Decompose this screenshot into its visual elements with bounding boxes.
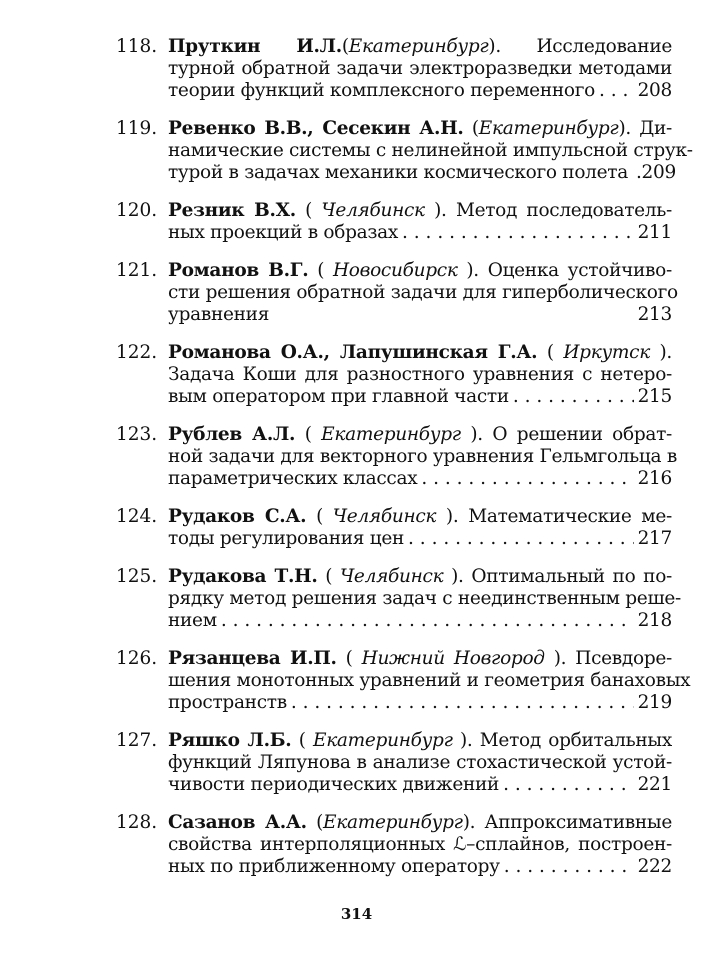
entry-city: Екатеринбург — [478, 118, 619, 139]
entry-title-line: турной обратной задачи электроразведки методами — [168, 58, 672, 79]
entry-number: 119. — [116, 118, 158, 139]
paren-close: ). — [436, 506, 459, 527]
entry-number: 124. — [116, 506, 158, 527]
paren-close: ). — [462, 812, 476, 833]
entry-page: 211 — [637, 222, 672, 243]
paren-open: ( — [317, 566, 340, 587]
entry-title-end: ных проекций в образах — [168, 222, 399, 243]
entry-last-line — [168, 692, 672, 714]
paren-open: ( — [336, 648, 362, 669]
entry-city: Новосибирск — [332, 260, 458, 281]
entry-title-line: сти решения обратной задачи для гиперболического — [168, 282, 678, 303]
entry-city: Екатеринбург — [312, 730, 453, 751]
entry-author: Пруткин И.Л. — [168, 36, 342, 57]
entry-first-line — [168, 342, 672, 364]
paren-close: ). — [443, 566, 464, 587]
contents-entry — [0, 260, 713, 326]
dot-leader — [402, 222, 634, 244]
entry-first-line — [168, 424, 672, 446]
entry-first-line — [168, 260, 672, 282]
entry-last-line — [168, 162, 676, 184]
entry-page: 215 — [637, 386, 672, 407]
page-number: 314 — [340, 905, 373, 923]
entry-title-end: параметрических классах — [168, 468, 418, 489]
entry-number: 122. — [116, 342, 158, 363]
entry-first-line — [168, 200, 672, 222]
entry-title-end: турой в задачах механики космического полета — [168, 162, 628, 183]
entry-title-start: Метод орбитальных — [472, 730, 672, 751]
entry-city: Екатеринбург — [321, 424, 461, 445]
paren-open: ( — [306, 506, 333, 527]
entry-first-line — [168, 118, 672, 140]
paren-close: ). — [460, 424, 483, 445]
entry-page: 216 — [637, 468, 672, 489]
entry-title-start: Математические ме- — [458, 506, 672, 527]
dot-leader — [513, 386, 634, 408]
paren-open: ( — [537, 342, 564, 363]
entry-page: 217 — [637, 528, 672, 549]
paren-open: ( — [341, 36, 349, 57]
entry-first-line — [168, 566, 672, 588]
entry-city: Иркутск — [563, 342, 650, 363]
entry-page: 222 — [637, 856, 672, 877]
paren-close: ). — [618, 118, 631, 139]
entry-title-end: теории функций комплексного переменного — [168, 80, 595, 101]
entry-title-start: Метод последователь- — [446, 200, 672, 221]
entry-number: 128. — [116, 812, 158, 833]
entry-last-line — [168, 610, 672, 632]
entry-title-start: О решении обрат- — [482, 424, 672, 445]
contents-entry — [0, 566, 713, 632]
entry-first-line — [168, 506, 672, 528]
entry-title-start: Аппроксимативные — [475, 812, 672, 833]
entry-title-line: намические системы с нелинейной импульсной струк- — [168, 140, 693, 161]
entry-author: Романова О.А., Лапушинская Г.А. — [168, 342, 538, 363]
contents-entry — [0, 200, 713, 244]
entry-last-line — [168, 774, 672, 796]
entry-city: Екатеринбург — [348, 36, 489, 57]
entry-title-end: вым оператором при главной части — [168, 386, 509, 407]
paren-open: ( — [463, 118, 479, 139]
entry-last-line — [168, 222, 672, 244]
paren-close: ). — [457, 260, 479, 281]
entry-author: Рублев А.Л. — [168, 424, 296, 445]
dot-leader — [504, 856, 634, 878]
entry-title-end: пространств — [168, 692, 287, 713]
contents-entry — [0, 812, 713, 878]
contents-list — [0, 36, 713, 894]
entry-first-line — [168, 648, 672, 670]
entry-last-line — [168, 528, 672, 550]
entry-page: 208 — [637, 80, 672, 101]
entry-last-line — [168, 304, 672, 326]
entry-number: 125. — [116, 566, 158, 587]
entry-title-end: тоды регулирования цен — [168, 528, 405, 549]
entry-last-line — [168, 386, 672, 408]
contents-entry — [0, 342, 713, 408]
entry-last-line — [168, 856, 672, 878]
entry-title-end: ных по приближенному оператору — [168, 856, 500, 877]
paren-open: ( — [295, 200, 322, 221]
entry-city: Нижний Новгород — [361, 648, 545, 669]
paren-open: ( — [308, 260, 333, 281]
entry-title-start: Ди- — [630, 118, 672, 139]
entry-author: Рязанцева И.П. — [168, 648, 337, 669]
dot-leader — [221, 610, 634, 632]
entry-author: Ревенко В.В., Сесекин А.Н. — [168, 118, 464, 139]
entry-number: 123. — [116, 424, 158, 445]
contents-entry — [0, 730, 713, 796]
entry-number: 127. — [116, 730, 158, 751]
entry-page: 219 — [637, 692, 672, 713]
contents-entry — [0, 506, 713, 550]
entry-city: Екатеринбург — [323, 812, 463, 833]
paren-close: ). — [488, 36, 501, 57]
entry-title-start: Псевдоре- — [566, 648, 672, 669]
entry-city: Челябинск — [339, 566, 444, 587]
entry-title-start: Оценка устойчиво- — [478, 260, 672, 281]
paren-open: ( — [291, 730, 313, 751]
entry-title-line: Задача Коши для разностного уравнения с нетеро- — [168, 364, 672, 385]
entry-author: Резник В.Х. — [168, 200, 296, 221]
dot-leader — [408, 528, 634, 550]
paren-close: ). — [452, 730, 473, 751]
entry-last-line — [168, 468, 672, 490]
entry-first-line — [168, 812, 672, 834]
entry-page: 218 — [637, 610, 672, 631]
entry-author: Ряшко Л.Б. — [168, 730, 292, 751]
paren-open: ( — [306, 812, 324, 833]
entry-author: Сазанов А.А. — [168, 812, 307, 833]
entry-number: 126. — [116, 648, 158, 669]
entry-first-line — [168, 730, 672, 752]
entry-title-start: Исследование — [536, 36, 672, 57]
entry-last-line — [168, 80, 672, 102]
entry-title-line: функций Ляпунова в анализе стохастической устой- — [168, 752, 672, 773]
dot-leader — [421, 468, 633, 490]
entry-author: Романов В.Г. — [168, 260, 309, 281]
contents-entry — [0, 424, 713, 490]
entry-page: 213 — [637, 304, 672, 325]
dot-leader — [503, 774, 634, 796]
entry-city: Челябинск — [332, 506, 437, 527]
contents-entry — [0, 648, 713, 714]
contents-entry — [0, 118, 713, 184]
entry-author: Рудакова Т.Н. — [168, 566, 318, 587]
entry-first-line — [168, 36, 672, 58]
entry-city: Челябинск — [321, 200, 425, 221]
dot-leader — [599, 80, 634, 102]
paren-close: ). — [424, 200, 447, 221]
paren-close: ). — [649, 342, 672, 363]
entry-title-start: Оптимальный по по- — [463, 566, 672, 587]
entry-author: Рудаков С.А. — [168, 506, 307, 527]
contents-entry — [0, 36, 713, 102]
entry-number: 120. — [116, 200, 158, 221]
entry-page: .209 — [635, 162, 676, 183]
entry-title-line: ной задачи для векторного уравнения Гельмгольца в — [168, 446, 677, 467]
entry-title-line: свойства интерполяционных ℒ–сплайнов, построен- — [168, 834, 672, 855]
paren-close: ). — [544, 648, 567, 669]
entry-title-end: нием — [168, 610, 217, 631]
entry-title-line: рядку метод решения задач с неединственным реше- — [168, 588, 681, 609]
entry-title-end: чивости периодических движений — [168, 774, 500, 795]
dot-leader — [291, 692, 634, 714]
entry-number: 121. — [116, 260, 158, 281]
paren-open: ( — [295, 424, 322, 445]
entry-number: 118. — [116, 36, 158, 57]
entry-title-line: шения монотонных уравнений и геометрия банаховых — [168, 670, 691, 691]
entry-page: 221 — [637, 774, 672, 795]
entry-title-end: уравнения — [168, 304, 270, 325]
